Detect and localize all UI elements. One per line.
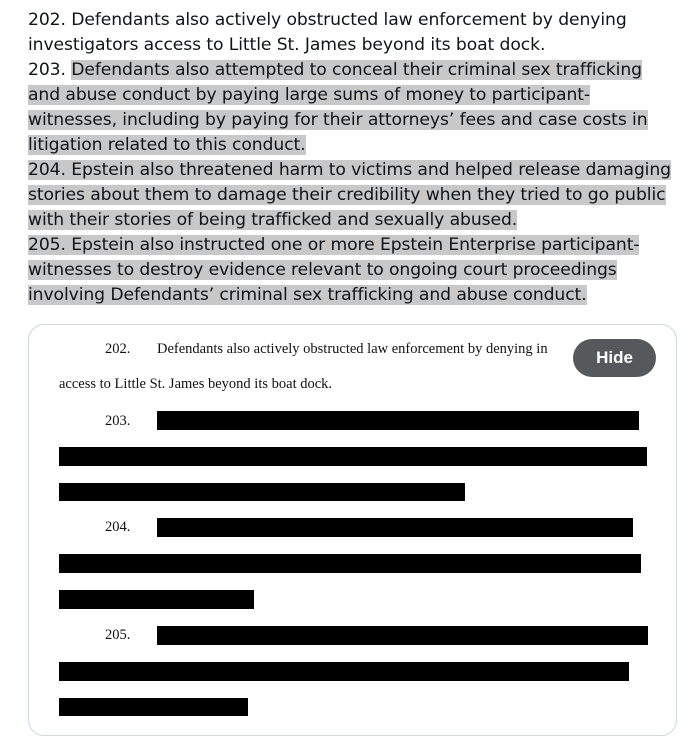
highlighted-text: and abuse conduct by paying large sums of money to participant-	[28, 85, 591, 105]
redaction-bar	[59, 590, 254, 609]
para-202-number: 202.	[105, 341, 131, 357]
para-203-number: 203.	[105, 413, 131, 429]
redaction-bar	[157, 411, 639, 430]
redaction-bar	[59, 698, 248, 716]
tweet-line	[28, 208, 688, 233]
redaction-bar	[59, 447, 647, 466]
tweet-text	[28, 8, 688, 308]
highlighted-text: with their stories of being trafficked and sexually abused.	[28, 210, 518, 230]
redaction-bar	[59, 483, 465, 501]
tweet-line	[28, 233, 688, 258]
tweet-line: investigators access to Little St. James beyond its boat dock.	[28, 35, 546, 55]
hide-button[interactable]: Hide	[573, 339, 656, 377]
tweet-line	[28, 108, 688, 133]
para-203-number: 203.	[28, 60, 72, 80]
tweet-line	[28, 158, 688, 183]
tweet-line	[28, 133, 688, 158]
highlighted-text: witnesses to destroy evidence relevant to ongoing court proceedings	[28, 260, 617, 280]
redaction-bar	[59, 662, 629, 681]
media-image-card[interactable]	[28, 324, 677, 736]
highlighted-text: 204. Epstein also threatened harm to victims and helped release damaging	[28, 160, 671, 180]
highlighted-text: stories about them to damage their credibility when they tried to go public	[28, 185, 666, 205]
tweet-line	[28, 183, 688, 208]
tweet-line	[28, 258, 688, 283]
redaction-bar	[157, 518, 633, 537]
highlighted-text: 205. Epstein also instructed one or more Epstein Enterprise participant-	[28, 235, 640, 255]
highlighted-text: Defendants also attempted to conceal their criminal sex trafficking	[71, 60, 642, 80]
highlighted-text: involving Defendants’ criminal sex trafficking and abuse conduct.	[28, 285, 587, 305]
redaction-bar	[157, 626, 648, 645]
para-202-continuation: access to Little St. James beyond its boat dock.	[59, 376, 333, 392]
redaction-bar	[59, 554, 641, 573]
highlighted-text: litigation related to this conduct.	[28, 135, 306, 155]
para-205-number: 205.	[105, 627, 131, 643]
para-204-number: 204.	[105, 519, 131, 535]
tweet-line: 202. Defendants also actively obstructed law enforcement by denying	[28, 10, 627, 30]
tweet-line	[28, 283, 688, 308]
redacted-document-image	[29, 325, 676, 735]
tweet-line	[28, 58, 688, 83]
highlighted-text: witnesses, including by paying for their attorneys’ fees and case costs in	[28, 110, 648, 130]
tweet-line	[28, 83, 688, 108]
para-202-text: Defendants also actively obstructed law enforcement by denying in	[157, 341, 548, 357]
